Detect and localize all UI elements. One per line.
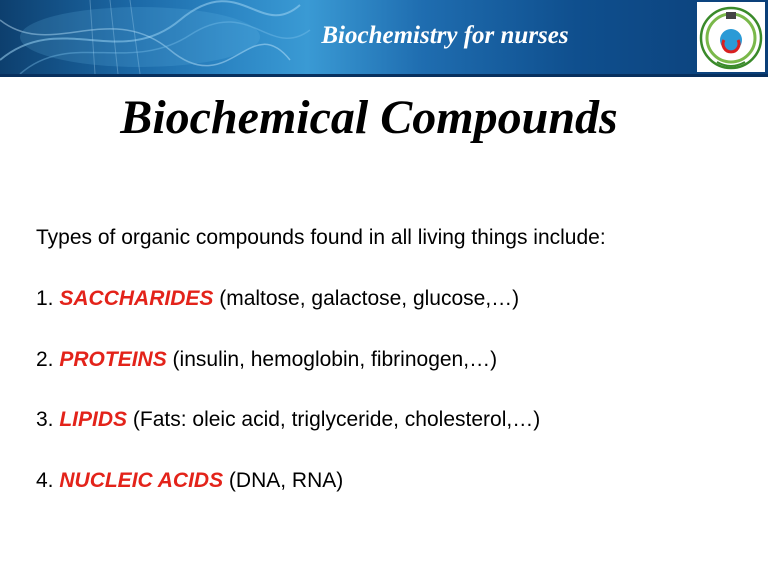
item-term: NUCLEIC ACIDS (59, 469, 224, 492)
item-term: SACCHARIDES (59, 287, 214, 310)
item-detail: (insulin, hemoglobin, fibrinogen,…) (166, 348, 498, 371)
list-item (36, 345, 497, 375)
item-term: PROTEINS (59, 348, 167, 371)
item-number: 1. (36, 287, 60, 310)
item-number: 3. (36, 408, 60, 431)
item-term: LIPIDS (59, 408, 128, 431)
slide-title: Biochemical Compounds (120, 91, 618, 144)
list-item (36, 284, 519, 314)
list-item (36, 466, 343, 496)
header-rule (0, 74, 768, 77)
list-item (36, 405, 540, 435)
item-detail: (Fats: oleic acid, triglyceride, cholesterol,…) (127, 408, 541, 431)
university-emblem-icon (697, 2, 765, 72)
intro-text: Types of organic compounds found in all living things include: (36, 226, 606, 249)
header-title: Biochemistry for nurses (321, 22, 569, 49)
item-detail: (DNA, RNA) (223, 469, 344, 492)
item-number: 4. (36, 469, 60, 492)
item-number: 2. (36, 348, 60, 371)
item-detail: (maltose, galactose, glucose,…) (213, 287, 520, 310)
header-banner (0, 0, 768, 74)
